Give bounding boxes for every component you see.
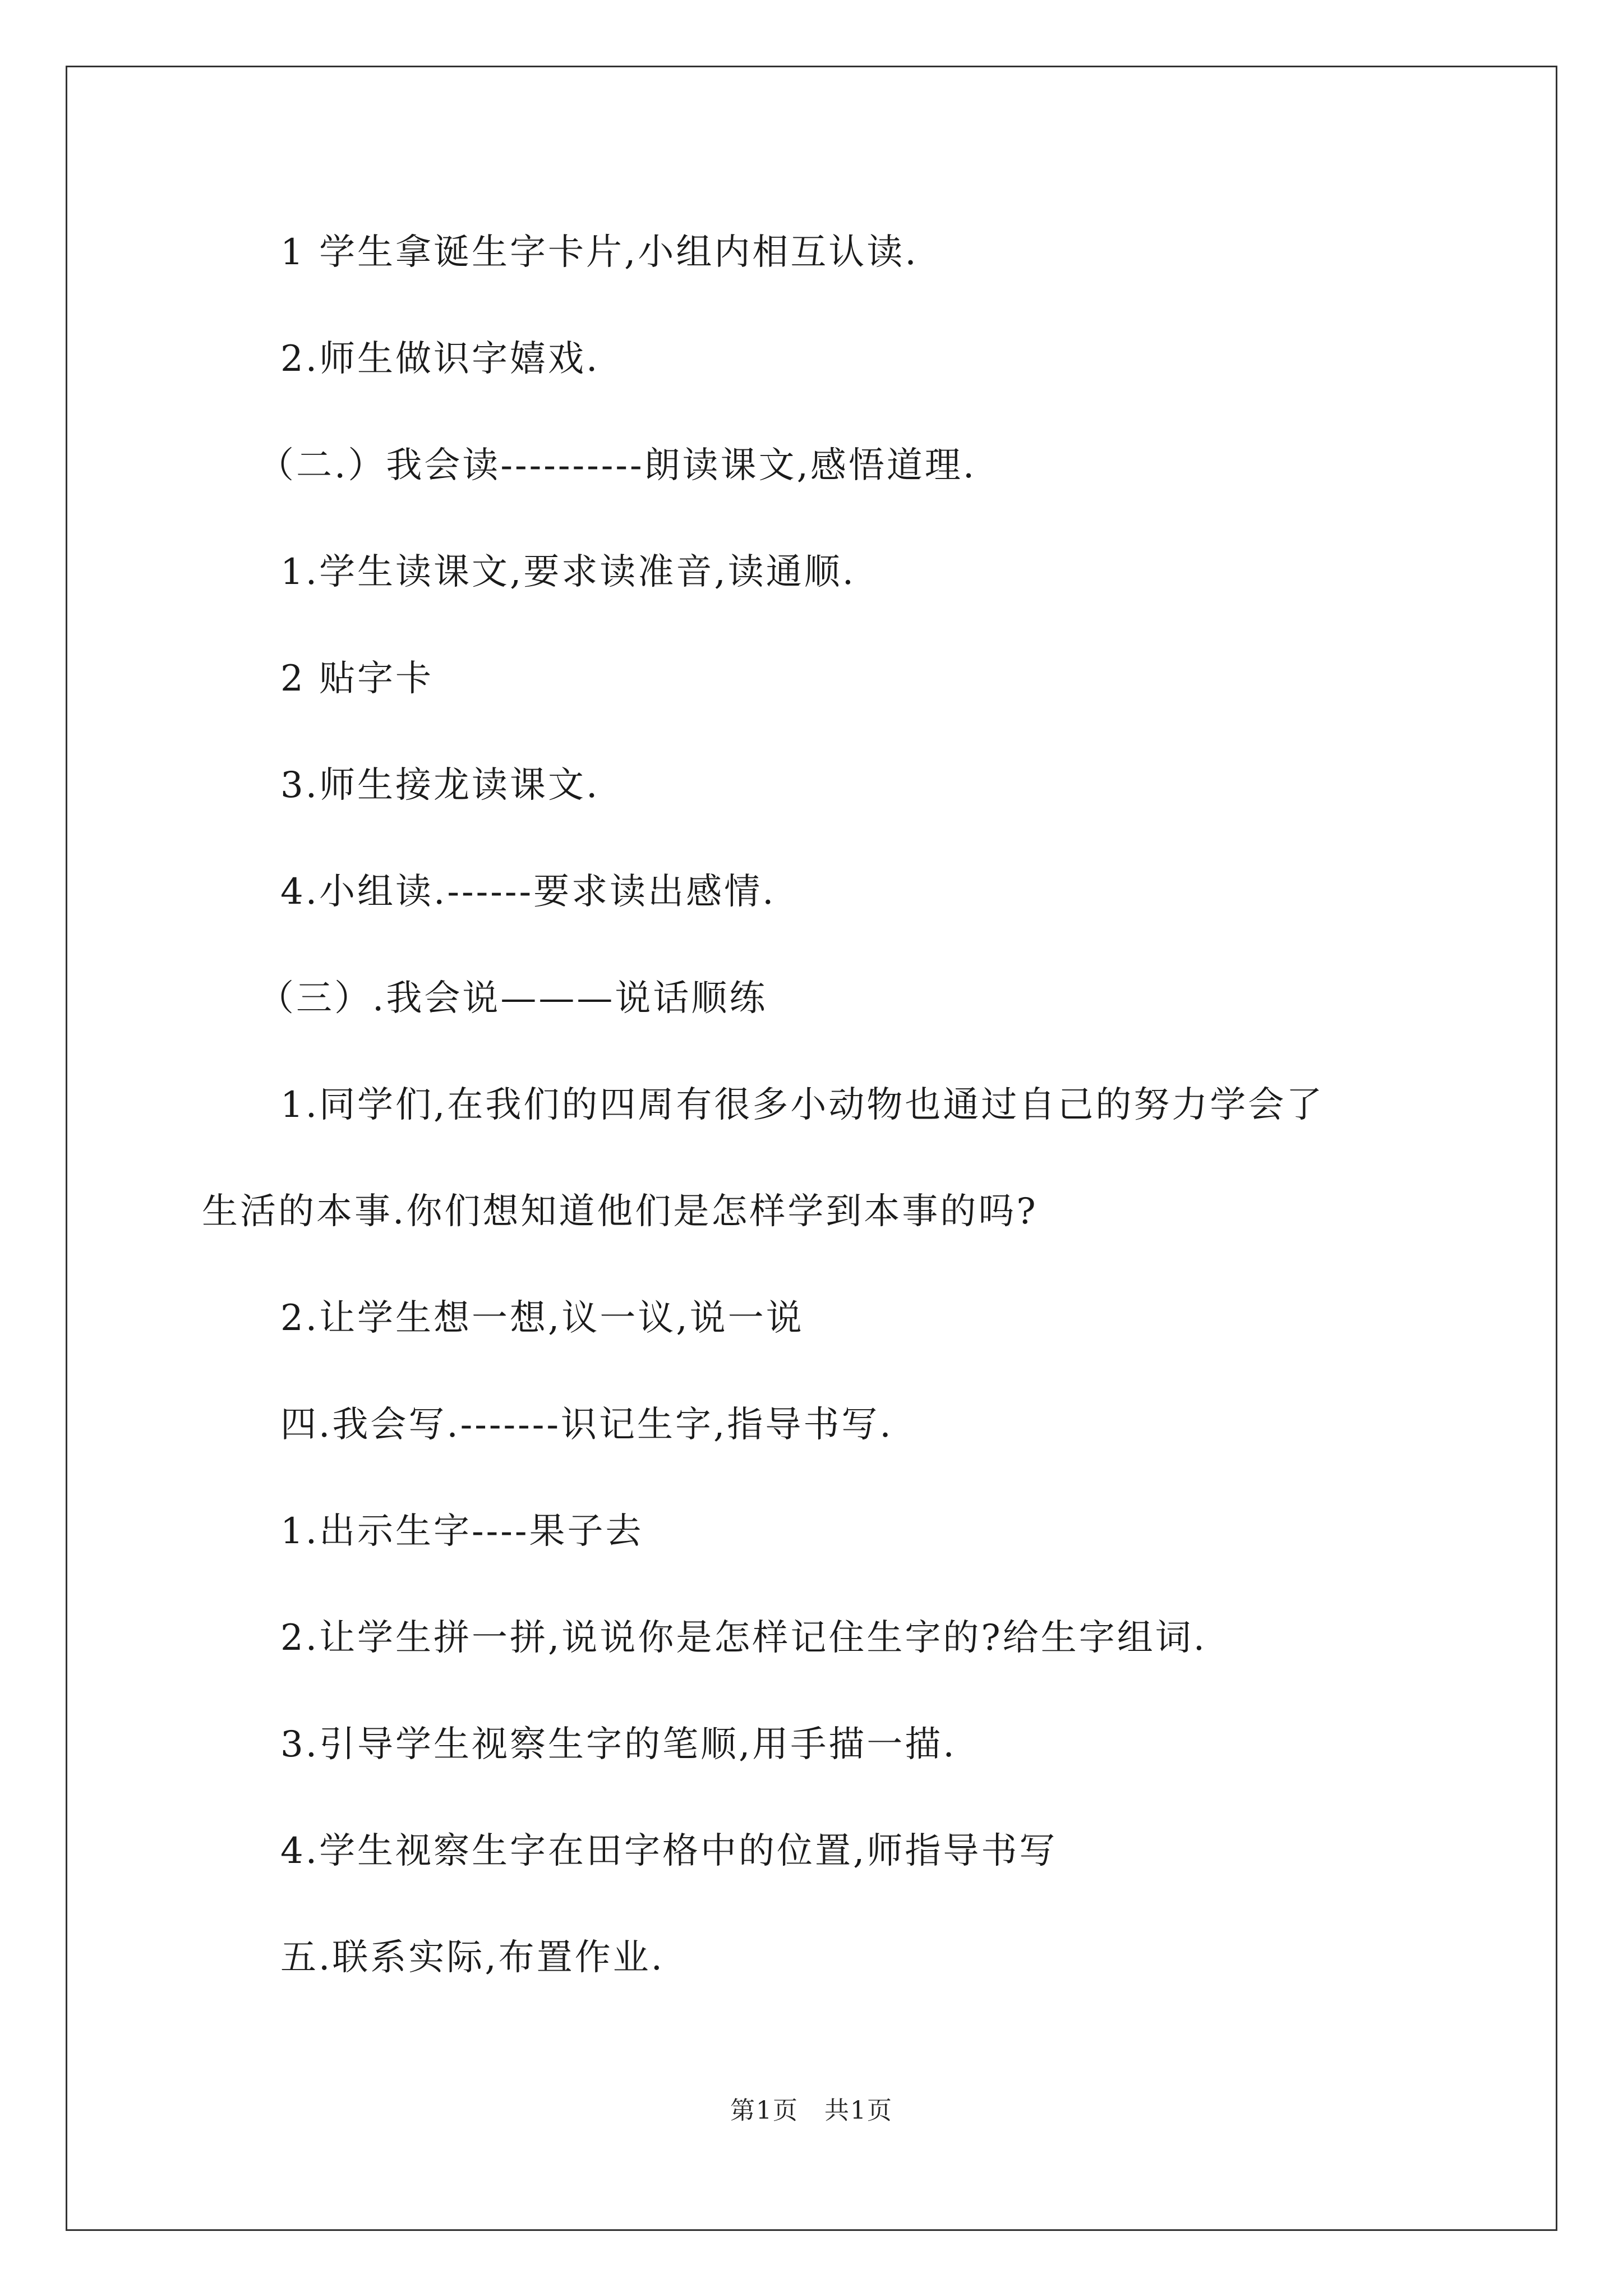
text-line: 1 学生拿诞生字卡片,小组内相互认读. — [280, 232, 919, 273]
text-line: 2.让学生拼一拼,说说你是怎样记住生字的?给生字组词. — [280, 1617, 1207, 1659]
text-line: 1.出示生字----果子去 — [280, 1511, 644, 1552]
section-heading: （三）.我会说———说话顺练 — [258, 978, 768, 1019]
text-line: 4.小组读.------要求读出感情. — [280, 871, 776, 913]
text-line: 3.师生接龙读课文. — [280, 765, 600, 806]
section-heading: 四.我会写.-------识记生字,指导书写. — [280, 1404, 893, 1446]
text-line: 2.让学生想一想,议一议,说一说 — [280, 1297, 804, 1339]
page-footer: 第1页 共1页 — [730, 2096, 893, 2125]
text-line: 1.同学们,在我们的四周有很多小动物也通过自己的努力学会了 — [280, 1084, 1325, 1126]
text-line: 4.学生视察生字在田字格中的位置,师指导书写 — [280, 1830, 1058, 1872]
text-line-continuation: 生活的本事.你们想知道他们是怎样学到本事的吗? — [202, 1191, 1038, 1232]
text-line: 3.引导学生视察生字的笔顺,用手描一描. — [280, 1724, 957, 1765]
text-line: 2.师生做识字嬉戏. — [280, 338, 600, 380]
text-line: 1.学生读课文,要求读准音,读通顺. — [280, 551, 856, 593]
section-heading: （二.）我会读----------朗读课文,感悟道理. — [258, 445, 977, 486]
text-line: 2 贴字卡 — [280, 658, 434, 700]
section-heading: 五.联系实际,布置作业. — [280, 1937, 665, 1978]
